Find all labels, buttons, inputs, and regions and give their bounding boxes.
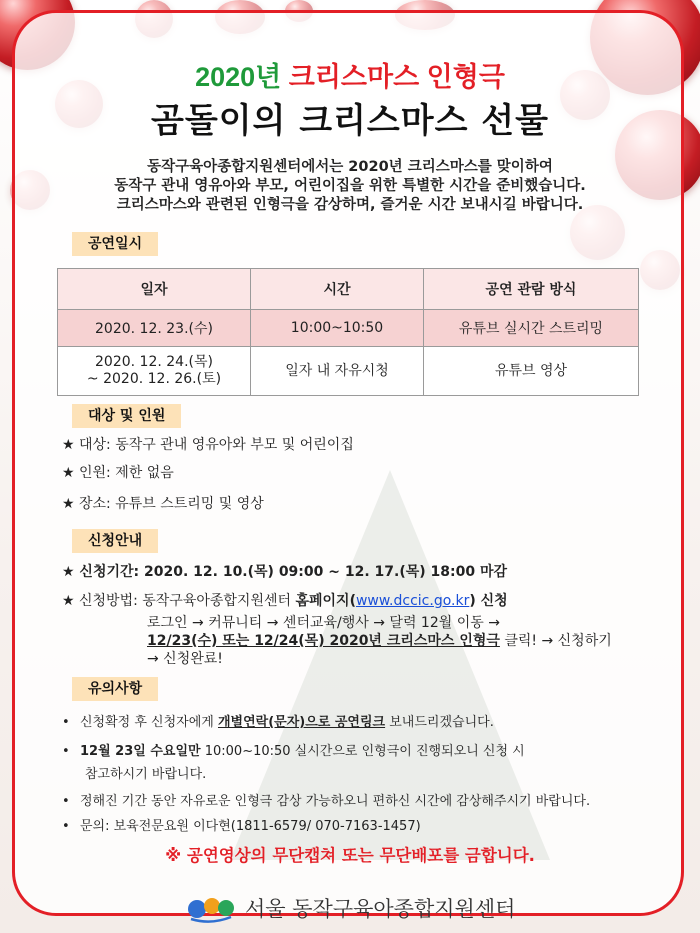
notes-label: 유의사항 — [72, 677, 158, 701]
target-label: 대상 및 인원 — [72, 404, 181, 428]
table-row: 2020. 12. 24.(목) ~ 2020. 12. 26.(토) 일자 내 자유시청 유튜브 영상 — [58, 347, 639, 396]
target-audience: ★ 대상: 동작구 관내 영유아와 부모 및 어린이집 — [62, 437, 354, 453]
apply-method: ★ 신청방법: 동작구육아종합지원센터 홈페이지(www.dccic.go.kr) 신청 — [62, 593, 508, 609]
title-year: 2020년 — [195, 62, 282, 92]
title-event: 크리스마스 인형극 — [288, 62, 505, 92]
target-capacity: ★ 인원: 제한 없음 — [62, 465, 174, 481]
org-logo-icon — [185, 893, 237, 923]
title-year-line — [0, 55, 700, 94]
apply-step-1: 로그인 → 커뮤니티 → 센터교육/행사 → 달력 12월 이동 → — [147, 615, 500, 631]
note-item: • 문의: 보육전문요원 이다현(1811-6579/ 070-7163-1457) — [62, 819, 421, 834]
schedule-table — [57, 268, 639, 396]
intro-text: 동작구육아종합지원센터에서는 2020년 크리스마스를 맞이하여 동작구 관내 영유아와 부모, 어린이집을 위한 특별한 시간을 준비했습니다. 크리스마스와 관련된 인형극을 감상하며, 즐거운 시간 보내시길 바랍니다. — [114, 159, 586, 213]
note-item: • 12월 23일 수요일만 10:00~10:50 실시간으로 인형극이 진행되오니 신청 시 — [62, 744, 525, 759]
org-name: 서울 동작구육아종합지원센터 — [245, 897, 516, 921]
homepage-link[interactable]: www.dccic.go.kr — [355, 593, 470, 609]
note-item-continuation: 참고하시기 바랍니다. — [85, 767, 207, 782]
table-row: 2020. 12. 23.(수) 10:00~10:50 유튜브 실시간 스트리밍 — [58, 310, 639, 347]
apply-step-2: 12/23(수) 또는 12/24(목) 2020년 크리스마스 인형극 클릭! → 신청하기 — [147, 633, 612, 649]
apply-label: 신청안내 — [72, 529, 158, 553]
footer — [185, 892, 515, 924]
table-header-row — [58, 269, 639, 310]
col-date-header: 일자 — [58, 269, 251, 310]
warning-text: ※ 공연영상의 무단캡쳐 또는 무단배포를 금합니다. — [165, 846, 535, 865]
col-time-header: 시간 — [251, 269, 424, 310]
apply-period: ★ 신청기간: 2020. 12. 10.(목) 09:00 ~ 12. 17.(목) 18:00 마감 — [62, 564, 508, 580]
schedule-label: 공연일시 — [72, 232, 158, 256]
note-item: • 신청확정 후 신청자에게 개별연락(문자)으로 공연링크 보내드리겠습니다. — [62, 715, 494, 730]
col-method-header: 공연 관람 방식 — [424, 269, 639, 310]
page-title: 곰돌이의 크리스마스 선물 — [151, 101, 549, 141]
apply-step-3: → 신청완료! — [147, 651, 223, 667]
target-place: ★ 장소: 유튜브 스트리밍 및 영상 — [62, 496, 264, 512]
note-item: • 정해진 기간 동안 자유로운 인형극 감상 가능하오니 편하신 시간에 감상해주시기 바랍니다. — [62, 794, 591, 809]
